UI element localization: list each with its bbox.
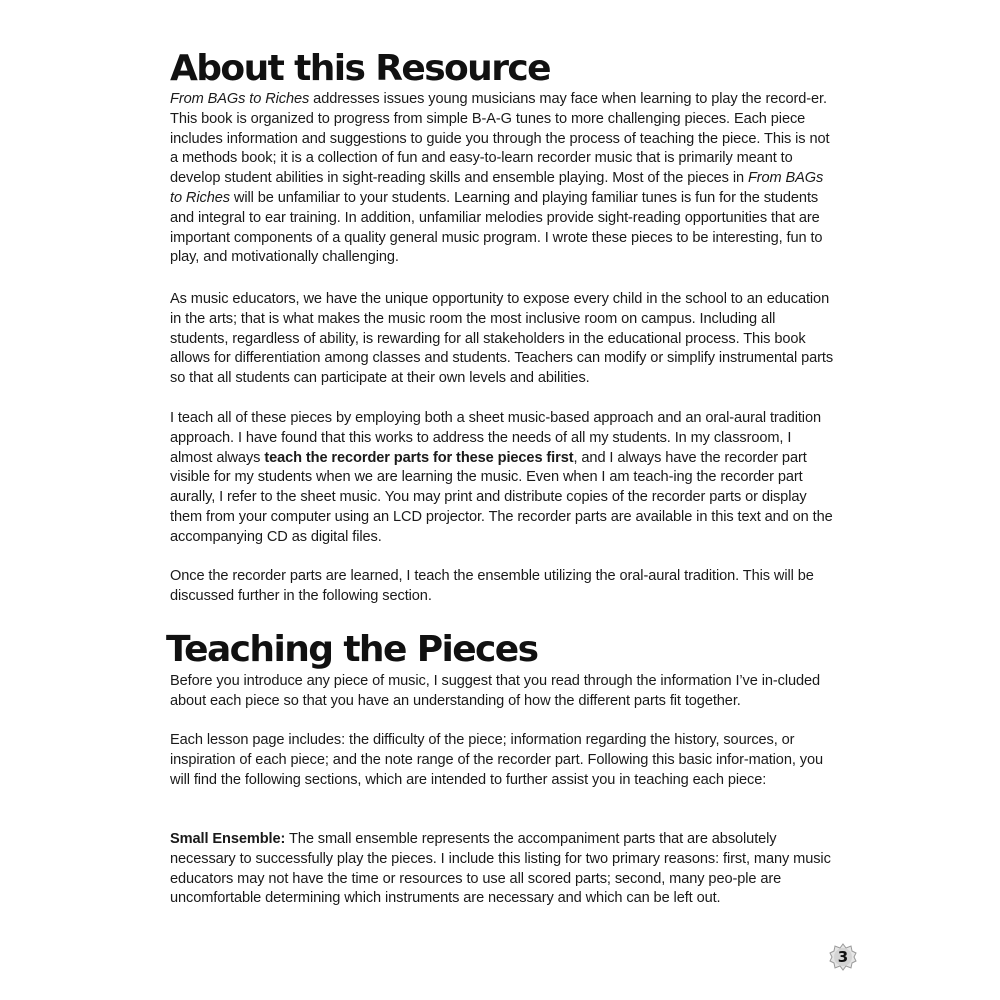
paragraph-educators	[170, 290, 835, 389]
paragraph-text: The small ensemble represents the accompaniment parts that are absolutely necessary to successfully play the pieces. I include this listing for two primary reasons: first, many music educators may not have the time or resources to use all scored parts; second, many peo-ple are uncomfortable determining which instruments are necessary and which can be left out.	[170, 831, 831, 907]
paragraph-approach	[170, 409, 835, 548]
section-heading-about: About this Resource	[170, 48, 550, 89]
page-number: 3	[837, 948, 849, 966]
emphasis-text: teach the recorder parts for these pieces first	[264, 449, 574, 466]
book-title: From BAGs to Riches	[170, 170, 824, 206]
paragraph-intro	[170, 90, 835, 268]
page-number-badge	[828, 942, 858, 972]
paragraph-small-ensemble	[170, 830, 835, 909]
paragraph-lesson-page	[170, 731, 835, 790]
book-title: From BAGs to Riches	[170, 91, 310, 107]
paragraph-ensemble	[170, 567, 835, 607]
paragraph-before	[170, 672, 835, 712]
term-label: Small Ensemble:	[170, 831, 286, 847]
paragraph-text: Before you introduce any piece of music, I suggest that you read through the information I’ve in-cluded about each piece so that you have an understanding of how the different parts fit together.	[170, 673, 821, 709]
paragraph-text: Each lesson page includes: the difficulty of the piece; information regarding the history, sources, or inspiration of each piece; and the note range of the recorder part. Following this basic infor-mation, you will find the following sections, which are intended to further assist you in teaching each piece:	[170, 732, 823, 788]
paragraph-text: , and I always have the recorder part visible for my students when we are learning the music. Even when I am teach-ing the recorder part aurally, I refer to the sheet music. You may print and distribute copies of the recorder parts or display them from your computer using an LCD projector. The recorder parts are available in this text and on the accompanying CD as digital files.	[170, 449, 833, 545]
paragraph-text: will be unfamiliar to your students. Learning and playing familiar tunes is fun for the students and integral to ear training. In addition, unfamiliar melodies provide sight-reading opportunities that are important components of a quality general music program. I wrote these pieces to be interesting, fun to play, and motivationally challenging.	[170, 189, 823, 266]
paragraph-text: addresses issues young musicians may face when learning to play the record-er. This book is organized to progress from simple B-A-G tunes to more challenging pieces. Each piece includes information and suggestions to guide you through the process of teaching the piece. This is not a methods book; it is a collection of fun and easy-to-learn recorder music that is primarily meant to develop student abilities in sight-reading skills and ensemble playing. Most of the pieces in	[170, 91, 830, 187]
paragraph-text: Once the recorder parts are learned, I teach the ensemble utilizing the oral-aural tradition. This will be discussed further in the following section.	[170, 568, 814, 604]
section-heading-teaching: Teaching the Pieces	[166, 629, 538, 670]
paragraph-text: I teach all of these pieces by employing both a sheet music-based approach and an oral-aural tradition approach. I have found that this works to address the needs of all my students. In my classroom, I almost always	[170, 410, 821, 466]
paragraph-text: As music educators, we have the unique opportunity to expose every child in the school to an education in the arts; that is what makes the music room the most inclusive room on campus. Including all students, regardless of ability, is rewarding for all stakeholders in the educational process. This book allows for differentiation among classes and students. Teachers can modify or simplify instrumental parts so that all students can participate at their own levels and abilities.	[170, 291, 834, 387]
